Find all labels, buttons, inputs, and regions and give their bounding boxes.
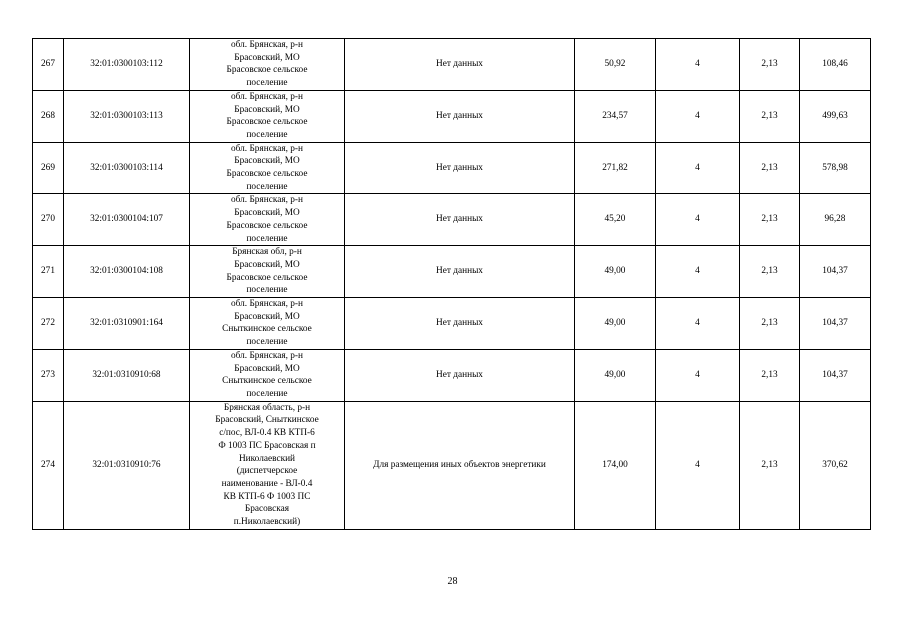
- cadastral-number-cell: 32:01:0300104:107: [64, 194, 190, 246]
- coefficient-cell: 2,13: [740, 194, 800, 246]
- area-cell: 49,00: [575, 298, 656, 350]
- row-number-cell: 271: [33, 246, 64, 298]
- amount-cell: 499,63: [800, 90, 871, 142]
- address-line: поселение: [246, 285, 288, 296]
- cadastral-number-cell: 32:01:0310910:76: [64, 401, 190, 529]
- address-line: поселение: [246, 78, 288, 89]
- permitted-use-cell: Нет данных: [345, 194, 575, 246]
- table-row: [33, 246, 871, 298]
- coefficient-cell: 2,13: [740, 349, 800, 401]
- row-number-cell: 269: [33, 142, 64, 194]
- permitted-use-cell: Нет данных: [345, 246, 575, 298]
- area-cell: 45,20: [575, 194, 656, 246]
- row-number-cell: 273: [33, 349, 64, 401]
- table-row: [33, 298, 871, 350]
- address-line: Брасовский, МО: [234, 156, 300, 167]
- address-cell: [190, 194, 345, 246]
- address-line: Брасовский, МО: [234, 208, 300, 219]
- amount-cell: 96,28: [800, 194, 871, 246]
- address-line: Брасовский, МО: [234, 52, 300, 63]
- row-number-cell: 270: [33, 194, 64, 246]
- address-line: КВ КТП-6 Ф 1003 ПС: [223, 491, 311, 502]
- table-body: [33, 39, 871, 530]
- address-cell: [190, 39, 345, 91]
- address-line: Брасовское сельское: [226, 65, 308, 76]
- address-line: Брасовское сельское: [226, 220, 308, 231]
- amount-cell: 108,46: [800, 39, 871, 91]
- cadastral-number-cell: 32:01:0300103:114: [64, 142, 190, 194]
- area-cell: 234,57: [575, 90, 656, 142]
- address-line: поселение: [246, 337, 288, 348]
- address-line: обл. Брянская, р-н: [231, 40, 303, 50]
- area-cell: 174,00: [575, 401, 656, 529]
- address-line: п.Николаевский): [233, 517, 301, 528]
- address-line: Брасовский, МО: [234, 311, 300, 322]
- address-line: поселение: [246, 233, 288, 244]
- category-cell: 4: [656, 194, 740, 246]
- area-cell: 271,82: [575, 142, 656, 194]
- permitted-use-cell: Нет данных: [345, 142, 575, 194]
- address-line: Брасовский, МО: [234, 363, 300, 374]
- address-line: обл. Брянская, р-н: [231, 143, 303, 154]
- amount-cell: 104,37: [800, 298, 871, 350]
- row-number-cell: 267: [33, 39, 64, 91]
- cadastral-number-cell: 32:01:0300103:112: [64, 39, 190, 91]
- address-line: Сныткинское сельское: [222, 324, 312, 335]
- table-row: [33, 90, 871, 142]
- permitted-use-cell: Нет данных: [345, 349, 575, 401]
- permitted-use-cell: Нет данных: [345, 90, 575, 142]
- address-line: поселение: [246, 129, 288, 140]
- permitted-use-cell: Для размещения иных объектов энергетики: [345, 401, 575, 529]
- permitted-use-cell: Нет данных: [345, 298, 575, 350]
- amount-cell: 370,62: [800, 401, 871, 529]
- table-row: [33, 39, 871, 91]
- address-line: Брасовское сельское: [226, 272, 308, 283]
- table-row: [33, 401, 871, 529]
- coefficient-cell: 2,13: [740, 246, 800, 298]
- address-line: Брасовское сельское: [226, 169, 308, 180]
- category-cell: 4: [656, 142, 740, 194]
- coefficient-cell: 2,13: [740, 298, 800, 350]
- category-cell: 4: [656, 401, 740, 529]
- row-number-cell: 272: [33, 298, 64, 350]
- address-line: Брасовская: [244, 504, 290, 515]
- address-cell: [190, 90, 345, 142]
- land-plots-table: [32, 38, 871, 530]
- address-cell: [190, 298, 345, 350]
- address-cell: [190, 349, 345, 401]
- table-row: [33, 142, 871, 194]
- address-line: Ф 1003 ПС Брасовская п: [218, 440, 316, 451]
- category-cell: 4: [656, 298, 740, 350]
- category-cell: 4: [656, 39, 740, 91]
- coefficient-cell: 2,13: [740, 39, 800, 91]
- coefficient-cell: 2,13: [740, 142, 800, 194]
- amount-cell: 104,37: [800, 349, 871, 401]
- amount-cell: 104,37: [800, 246, 871, 298]
- coefficient-cell: 2,13: [740, 90, 800, 142]
- table-row: [33, 349, 871, 401]
- address-line: Брасовский, МО: [234, 104, 300, 115]
- address-cell: [190, 401, 345, 529]
- category-cell: 4: [656, 349, 740, 401]
- address-line: Николаевский: [238, 453, 296, 464]
- category-cell: 4: [656, 246, 740, 298]
- cadastral-number-cell: 32:01:0310901:164: [64, 298, 190, 350]
- address-line: Брасовское сельское: [226, 117, 308, 128]
- cadastral-number-cell: 32:01:0310910:68: [64, 349, 190, 401]
- address-line: наименование - ВЛ-0.4: [221, 478, 313, 489]
- address-line: обл. Брянская, р-н: [231, 299, 303, 310]
- category-cell: 4: [656, 90, 740, 142]
- area-cell: 49,00: [575, 246, 656, 298]
- address-line: Брянская область, р-н: [223, 402, 311, 413]
- address-line: поселение: [246, 388, 288, 399]
- row-number-cell: 268: [33, 90, 64, 142]
- table-row: [33, 194, 871, 246]
- page-number: 28: [447, 576, 458, 587]
- area-cell: 49,00: [575, 349, 656, 401]
- amount-cell: 578,98: [800, 142, 871, 194]
- address-cell: [190, 246, 345, 298]
- address-line: Брасовский, Сныткинское: [215, 415, 319, 426]
- address-line: с/пос, ВЛ-0.4 КВ КТП-6: [219, 428, 315, 439]
- cadastral-number-cell: 32:01:0300104:108: [64, 246, 190, 298]
- coefficient-cell: 2,13: [740, 401, 800, 529]
- address-line: обл. Брянская, р-н: [231, 195, 303, 206]
- address-line: Брянская обл, р-н: [232, 247, 302, 258]
- address-line: обл. Брянская, р-н: [231, 350, 303, 361]
- address-line: Сныткинское сельское: [222, 376, 312, 387]
- permitted-use-cell: Нет данных: [345, 39, 575, 91]
- address-line: обл. Брянская, р-н: [231, 91, 303, 102]
- address-line: (диспетчерское: [236, 466, 298, 477]
- address-cell: [190, 142, 345, 194]
- row-number-cell: 274: [33, 401, 64, 529]
- cadastral-number-cell: 32:01:0300103:113: [64, 90, 190, 142]
- area-cell: 50,92: [575, 39, 656, 91]
- address-line: поселение: [246, 181, 288, 192]
- address-line: Брасовский, МО: [234, 259, 300, 270]
